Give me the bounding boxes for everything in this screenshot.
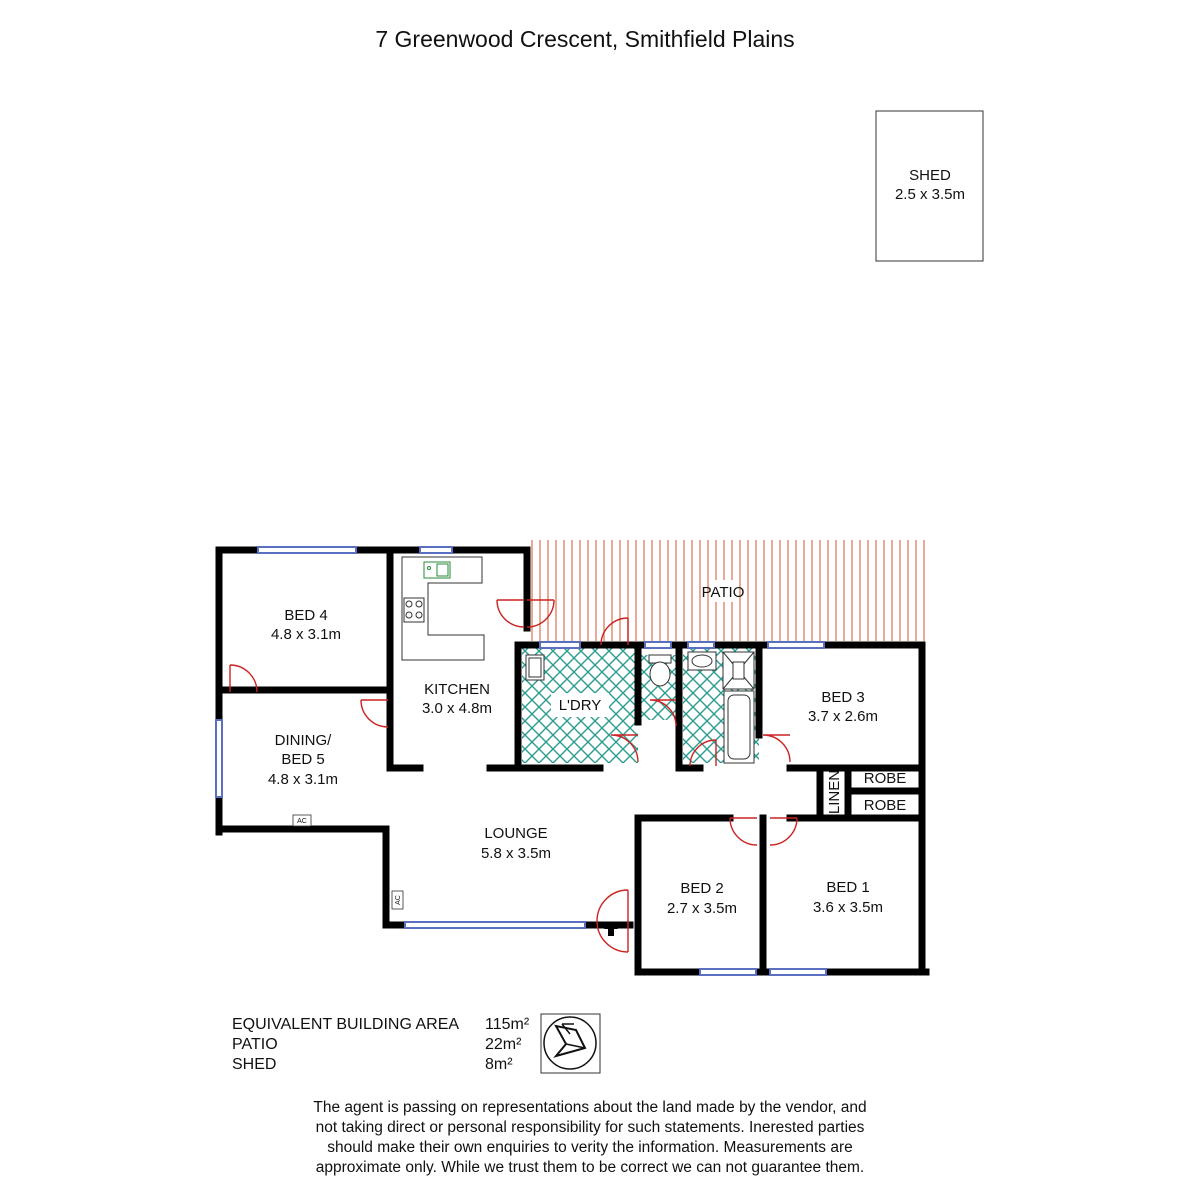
bed1-label: BED 1 [826, 879, 870, 896]
robe1-label: ROBE [863, 770, 907, 787]
lounge-label: LOUNGE [484, 825, 548, 842]
robe2-label: ROBE [863, 797, 907, 814]
linen-label: LINEN [826, 769, 843, 815]
door-entry[interactable] [597, 890, 628, 952]
dining-label-2: BED 5 [281, 751, 325, 768]
window-kitchen [420, 547, 452, 553]
area-value: 115m² [485, 1016, 530, 1033]
kitchen-label: KITCHEN [424, 681, 490, 698]
disclaimer-line: approximate only. While we trust them to be correct we can not guarantee them. [315, 1159, 865, 1176]
ac-unit-lounge [392, 891, 403, 909]
window-toilet [645, 642, 671, 648]
dining-size: 4.8 x 3.1m [267, 771, 339, 788]
bed4-size: 4.8 x 3.1m [270, 626, 342, 643]
dining-label-1: DINING/ [274, 732, 332, 749]
disclaimer [210, 1098, 970, 1178]
window-bed4 [258, 547, 356, 553]
door-bed1[interactable] [770, 818, 797, 845]
area-row [232, 1055, 529, 1075]
area-label: PATIO [232, 1036, 278, 1053]
basin-icon [688, 652, 716, 670]
ac-label-dining: AC [297, 818, 307, 825]
door-bed2[interactable] [730, 818, 757, 845]
disclaimer-line: not taking direct or personal responsibility for such statements. Inerested parties [315, 1119, 865, 1136]
window-laundry [540, 642, 580, 648]
area-value: 22m² [485, 1036, 522, 1053]
area-summary [232, 1015, 529, 1075]
plan-title: 7 Greenwood Crescent, Smithfield Plains [375, 26, 795, 52]
lounge-size: 5.8 x 3.5m [480, 845, 552, 862]
window-bathroom [688, 642, 714, 648]
window-bed1 [770, 969, 826, 975]
window-bed3 [768, 642, 824, 648]
area-row [232, 1015, 529, 1035]
window-dining [216, 720, 222, 797]
disclaimer-line: should make their own enquiries to verity the information. Measurements are [327, 1139, 853, 1156]
sink-icon [424, 562, 450, 578]
shed [876, 111, 983, 261]
area-row [232, 1035, 529, 1055]
door-dining[interactable] [361, 700, 388, 727]
bed3-label: BED 3 [821, 689, 865, 706]
patio [529, 540, 926, 641]
kitchen-size: 3.0 x 4.8m [421, 700, 493, 717]
area-value: 8m² [485, 1056, 513, 1073]
window-lounge [405, 922, 585, 928]
area-label: SHED [232, 1056, 277, 1073]
patio-label: PATIO [701, 584, 745, 601]
bath-icon [724, 691, 754, 763]
bed2-label: BED 2 [680, 880, 724, 897]
ac-unit-dining [293, 815, 311, 826]
north-compass-logo-icon [541, 1014, 600, 1073]
cooktop-icon [404, 598, 424, 622]
bed2-size: 2.7 x 3.5m [666, 900, 738, 917]
shed-size: 2.5 x 3.5m [894, 186, 966, 203]
shed-label: SHED [909, 167, 951, 184]
shower-icon [723, 652, 754, 689]
laundry-label: L'DRY [558, 697, 602, 714]
disclaimer-line: The agent is passing on representations about the land made by the vendor, and [313, 1099, 867, 1116]
door-bed3[interactable] [763, 735, 790, 762]
bed4-label: BED 4 [284, 607, 328, 624]
window-bed2 [700, 969, 756, 975]
bed3-size: 3.7 x 2.6m [807, 708, 879, 725]
area-label: EQUIVALENT BUILDING AREA [232, 1016, 460, 1033]
trough-icon [526, 655, 544, 680]
toilet-icon [649, 655, 671, 686]
bed1-size: 3.6 x 3.5m [812, 899, 884, 916]
ac-label-lounge: AC [395, 895, 402, 905]
